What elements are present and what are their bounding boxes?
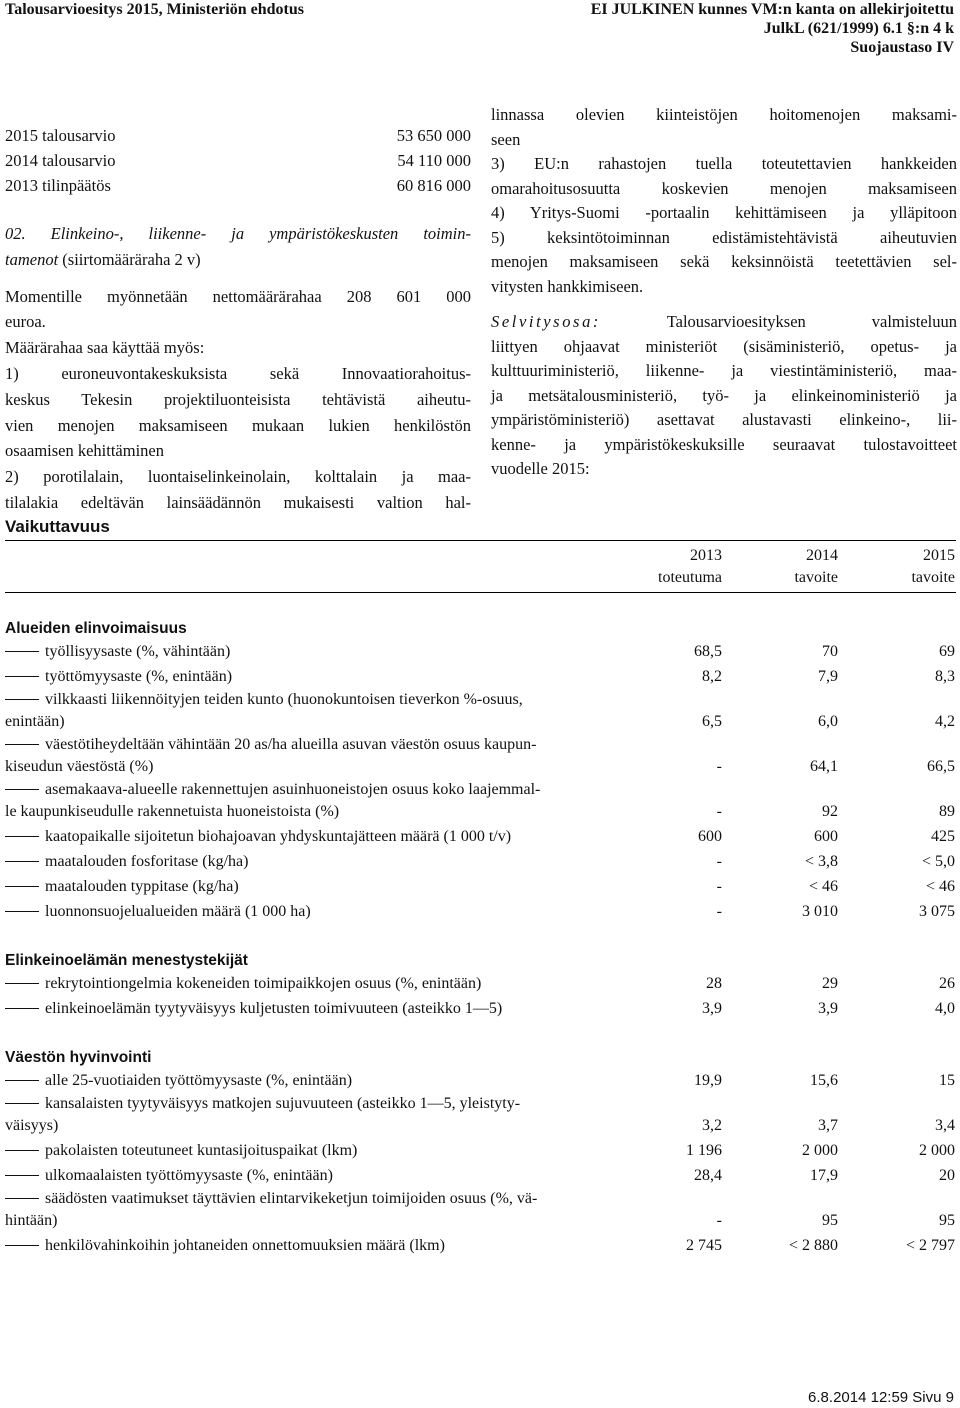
selvitysosa-line: kenne- ja ympäristökeskuksille seuraavat tulostavoitteet bbox=[491, 434, 957, 454]
em-dash-marker bbox=[5, 789, 39, 790]
indicator-text: enintään) bbox=[5, 713, 65, 730]
indicator-text: työttömyysaste (%, enintään) bbox=[45, 668, 233, 685]
value-cell: 95 bbox=[822, 1212, 838, 1229]
table-row bbox=[5, 1188, 956, 1233]
selvitysosa-line: vuodelle 2015: bbox=[491, 459, 590, 478]
indicator-text: asemakaava-alueelle rakennettujen asuinhuoneistojen osuus koko laajemmal- bbox=[45, 781, 541, 798]
usage-line: vien menojen maksamiseen mukaan lukien henkilöstön bbox=[5, 415, 471, 435]
table-row bbox=[5, 664, 956, 689]
table-row bbox=[5, 734, 956, 779]
value-cell: 7,9 bbox=[818, 668, 838, 685]
em-dash-marker bbox=[5, 1008, 39, 1009]
indicator-text: elinkeinoelämän tyytyväisyys kuljetusten toimivuuteen (asteikko 1—5) bbox=[45, 1000, 503, 1017]
value-cell: 20 bbox=[939, 1167, 955, 1184]
indicator-label bbox=[5, 689, 595, 733]
selvitysosa-line: liittyen ohjaavat ministeriöt (sisäministeriö, opetus- ja bbox=[491, 336, 957, 356]
value-cell: 68,5 bbox=[694, 643, 722, 660]
value-cell: 3 010 bbox=[802, 903, 838, 920]
table-row bbox=[5, 1233, 956, 1258]
budget-value: 54 110 000 bbox=[397, 151, 471, 170]
value-cell: 2 000 bbox=[802, 1142, 838, 1159]
budget-value: 60 816 000 bbox=[396, 176, 471, 195]
value-cell: 8,2 bbox=[702, 668, 722, 685]
value-cell: 19,9 bbox=[694, 1072, 722, 1089]
value-cell: 4,0 bbox=[935, 1000, 955, 1017]
text-line: 3) EU:n rahastojen tuella toteutettavien hankkeiden bbox=[491, 154, 957, 173]
indicator-label bbox=[5, 824, 595, 849]
col-header-2013: 2013 toteutuma bbox=[658, 547, 722, 586]
indicator-table bbox=[5, 619, 956, 1258]
table-row bbox=[5, 1068, 956, 1093]
appropriation-text: Momentille myönnetään nettomäärärahaa 208 601 000 bbox=[5, 286, 471, 306]
appropriation-text: euroa. bbox=[5, 312, 46, 332]
table-row bbox=[5, 1163, 956, 1188]
indicator-text: väisyys) bbox=[5, 1117, 59, 1134]
indicator-label bbox=[5, 1068, 595, 1093]
indicator-label bbox=[5, 874, 595, 899]
indicator-text: le kaupunkiseudulle rakennetuista huoneistoista (%) bbox=[5, 803, 340, 820]
em-dash-marker bbox=[5, 651, 39, 652]
usage-line: osaamisen kehittäminen bbox=[5, 441, 164, 461]
em-dash-marker bbox=[5, 1175, 39, 1176]
section-title: Elinkeinoelämän menestystekijät bbox=[5, 952, 248, 969]
value-cell: 69 bbox=[939, 643, 955, 660]
value-cell: 66,5 bbox=[927, 758, 955, 775]
indicator-text: kansalaisten tyytyväisyys matkojen sujuvuuteen (asteikko 1—5, yleistyty- bbox=[45, 1095, 521, 1112]
value-cell: 28 bbox=[706, 975, 722, 992]
selvitysosa-line: ympäristöministeriö) asettavat alustavasti elinkeino-, lii- bbox=[491, 410, 957, 429]
value-cell: 89 bbox=[939, 803, 955, 820]
indicator-label bbox=[5, 849, 595, 874]
em-dash-marker bbox=[5, 861, 39, 862]
table-row bbox=[5, 849, 956, 874]
indicator-label bbox=[5, 1233, 595, 1258]
table-row bbox=[5, 639, 956, 664]
value-cell: < 2 880 bbox=[788, 1237, 838, 1254]
value-cell: 28,4 bbox=[694, 1167, 722, 1184]
budget-label: 2013 tilinpäätös bbox=[5, 176, 111, 195]
value-cell: 64,1 bbox=[810, 758, 838, 775]
text-line: 5) keksintötoiminnan edistämistehtävistä aiheutuvien bbox=[491, 227, 957, 247]
value-cell: 15,6 bbox=[810, 1072, 838, 1089]
value-cell: 425 bbox=[931, 828, 955, 845]
em-dash-marker bbox=[5, 699, 39, 700]
indicator-text: työllisyysaste (%, vähintään) bbox=[45, 643, 231, 660]
budget-row bbox=[5, 148, 471, 173]
indicator-label bbox=[5, 1093, 595, 1137]
indicator-text: väestötiheydeltään vähintään 20 as/ha alueilla asuvan väestön osuus kaupun- bbox=[45, 736, 537, 753]
budget-figures bbox=[5, 123, 471, 198]
value-cell: - bbox=[716, 878, 722, 895]
value-cell: - bbox=[716, 803, 722, 820]
value-cell: 17,9 bbox=[810, 1167, 838, 1184]
usage-line: 2) porotilalain, luontaiselinkeinolain, kolttalain ja maa- bbox=[5, 467, 471, 487]
table-top-rule bbox=[5, 540, 956, 541]
indicator-label bbox=[5, 971, 595, 996]
indicator-label bbox=[5, 1138, 595, 1163]
em-dash-marker bbox=[5, 1245, 39, 1246]
value-cell: 29 bbox=[822, 975, 838, 992]
table-row bbox=[5, 824, 956, 849]
text-line: menojen maksamiseen sekä keksinnöistä teetettävien sel- bbox=[491, 252, 957, 271]
selvitysosa-line: Selvitysosa: Talousarvioesityksen valmisteluun bbox=[491, 312, 957, 331]
indicator-text: henkilövahinkoihin johtaneiden onnettomuuksien määrä (lkm) bbox=[45, 1237, 445, 1254]
budget-row bbox=[5, 173, 471, 198]
header-right-line: JulkL (621/1999) 6.1 §:n 4 k bbox=[763, 20, 954, 37]
value-cell: - bbox=[716, 758, 722, 775]
value-cell: 95 bbox=[939, 1212, 955, 1229]
table-row bbox=[5, 779, 956, 824]
budget-row bbox=[5, 123, 471, 148]
col-header-2014: 2014 tavoite bbox=[794, 547, 838, 586]
value-cell: 1 196 bbox=[686, 1142, 722, 1159]
text-line: linnassa olevien kiinteistöjen hoitomenojen maksami- bbox=[491, 105, 957, 124]
table-row bbox=[5, 996, 956, 1021]
table-row bbox=[5, 899, 956, 924]
usage-line: keskus Tekesin projektiluonteisista tehtävistä aiheutu- bbox=[5, 389, 471, 409]
usage-line: Määrärahaa saa käyttää myös: bbox=[5, 338, 205, 358]
section-title: Alueiden elinvoimaisuus bbox=[5, 620, 187, 637]
value-cell: 3 075 bbox=[919, 903, 955, 920]
indicator-label bbox=[5, 996, 595, 1021]
value-cell: 3,7 bbox=[818, 1117, 838, 1134]
indicator-text: säädösten vaatimukset täyttävien elintarvikeketjun toimijoiden osuus (%, vä- bbox=[45, 1190, 538, 1207]
indicator-label bbox=[5, 664, 595, 689]
header-right-line: EI JULKINEN kunnes VM:n kanta on allekirjoitettu bbox=[590, 1, 954, 18]
indicator-text: maatalouden typpitase (kg/ha) bbox=[45, 878, 239, 895]
value-cell: 15 bbox=[939, 1072, 955, 1089]
value-cell: - bbox=[716, 1212, 722, 1229]
value-cell: 3,9 bbox=[702, 1000, 722, 1017]
indicator-label bbox=[5, 779, 595, 823]
value-cell: 8,3 bbox=[935, 668, 955, 685]
em-dash-marker bbox=[5, 744, 39, 745]
usage-line: tilalakia edeltävän lainsäädännön mukaisesti valtion hal- bbox=[5, 492, 471, 512]
value-cell: 2 745 bbox=[686, 1237, 722, 1254]
value-cell: < 3,8 bbox=[804, 853, 838, 870]
em-dash-marker bbox=[5, 1198, 39, 1199]
table-row bbox=[5, 971, 956, 996]
budget-label: 2015 talousarvio bbox=[5, 126, 116, 145]
value-cell: 6,0 bbox=[818, 713, 838, 730]
section-heading-line: 02. Elinkeino-, liikenne- ja ympäristökeskusten toimin- bbox=[5, 224, 471, 243]
table-title: Vaikuttavuus bbox=[5, 517, 110, 536]
table-row bbox=[5, 1138, 956, 1163]
table-row bbox=[5, 1093, 956, 1138]
text-line: omarahoitusosuutta koskevien menojen maksamiseen bbox=[491, 178, 957, 198]
left-column bbox=[5, 221, 471, 516]
indicator-text: pakolaisten toteutuneet kuntasijoituspaikat (lkm) bbox=[45, 1142, 358, 1159]
value-cell: < 46 bbox=[925, 878, 955, 895]
value-cell: 26 bbox=[939, 975, 955, 992]
em-dash-marker bbox=[5, 1080, 39, 1081]
selvitysosa-line: kulttuuriministeriö, liikenne- ja viestintäministeriö, maa- bbox=[491, 361, 957, 380]
usage-line: 1) euroneuvontakeskuksista sekä Innovaatiorahoitus- bbox=[5, 363, 471, 383]
header-right-line: Suojaustaso IV bbox=[850, 39, 954, 56]
selvitysosa-line: ja metsätalousministeriö, työ- ja elinkeinoministeriö ja bbox=[491, 385, 957, 405]
value-cell: 3,9 bbox=[818, 1000, 838, 1017]
indicator-text: maatalouden fosforitase (kg/ha) bbox=[45, 853, 249, 870]
indicator-label bbox=[5, 899, 595, 924]
right-column bbox=[491, 103, 957, 482]
table-row bbox=[5, 689, 956, 734]
section-title: Väestön hyvinvointi bbox=[5, 1049, 152, 1066]
value-cell: < 46 bbox=[808, 878, 838, 895]
header-classification bbox=[591, 0, 954, 57]
indicator-text: alle 25-vuotiaiden työttömyysaste (%, enintään) bbox=[45, 1072, 353, 1089]
em-dash-marker bbox=[5, 836, 39, 837]
text-line: seen bbox=[491, 129, 521, 149]
value-cell: < 5,0 bbox=[921, 853, 955, 870]
section-heading-line: tamenot (siirtomääräraha 2 v) bbox=[5, 249, 201, 269]
value-cell: 3,4 bbox=[935, 1117, 955, 1134]
em-dash-marker bbox=[5, 676, 39, 677]
selvitysosa-label: Selvitysosa: bbox=[491, 312, 602, 331]
header-left: Talousarvioesitys 2015, Ministeriön ehdotus bbox=[5, 1, 304, 18]
value-cell: 600 bbox=[698, 828, 722, 845]
indicator-text: vilkkaasti liikennöityjen teiden kunto (huonokuntoisen tieverkon %-osuus, bbox=[45, 691, 523, 708]
indicator-label bbox=[5, 1163, 595, 1188]
indicator-text: luonnonsuojelualueiden määrä (1 000 ha) bbox=[45, 903, 311, 920]
value-cell: 600 bbox=[814, 828, 838, 845]
indicator-text: ulkomaalaisten työttömyysaste (%, enintään) bbox=[45, 1167, 333, 1184]
page-footer: 6.8.2014 12:59 Sivu 9 bbox=[808, 1389, 954, 1406]
text-line: vitysten hankkimiseen. bbox=[491, 276, 644, 296]
col-header-2015: 2015 tavoite bbox=[911, 547, 955, 586]
indicator-label bbox=[5, 734, 595, 778]
em-dash-marker bbox=[5, 1150, 39, 1151]
indicator-text: kiseudun väestöstä (%) bbox=[5, 758, 154, 775]
indicator-label bbox=[5, 1188, 595, 1232]
value-cell: 3,2 bbox=[702, 1117, 722, 1134]
table-header-rule bbox=[5, 592, 956, 593]
budget-label: 2014 talousarvio bbox=[5, 151, 116, 170]
value-cell: - bbox=[716, 853, 722, 870]
budget-value: 53 650 000 bbox=[396, 126, 471, 145]
indicator-text: rekrytointiongelmia kokeneiden toimipaikkojen osuus (%, enintään) bbox=[45, 975, 482, 992]
em-dash-marker bbox=[5, 983, 39, 984]
value-cell: - bbox=[716, 903, 722, 920]
value-cell: 2 000 bbox=[919, 1142, 955, 1159]
text-line: 4) Yritys-Suomi -portaalin kehittämiseen ja ylläpitoon bbox=[491, 203, 957, 222]
em-dash-marker bbox=[5, 886, 39, 887]
value-cell: 4,2 bbox=[935, 713, 955, 730]
indicator-label bbox=[5, 639, 595, 664]
indicator-text: hintään) bbox=[5, 1212, 58, 1229]
value-cell: < 2 797 bbox=[905, 1237, 955, 1254]
em-dash-marker bbox=[5, 911, 39, 912]
value-cell: 92 bbox=[822, 803, 838, 820]
table-row bbox=[5, 874, 956, 899]
em-dash-marker bbox=[5, 1103, 39, 1104]
indicator-text: kaatopaikalle sijoitetun biohajoavan yhdyskuntajätteen määrä (1 000 t/v) bbox=[45, 828, 512, 845]
value-cell: 70 bbox=[822, 643, 838, 660]
value-cell: 6,5 bbox=[702, 713, 722, 730]
